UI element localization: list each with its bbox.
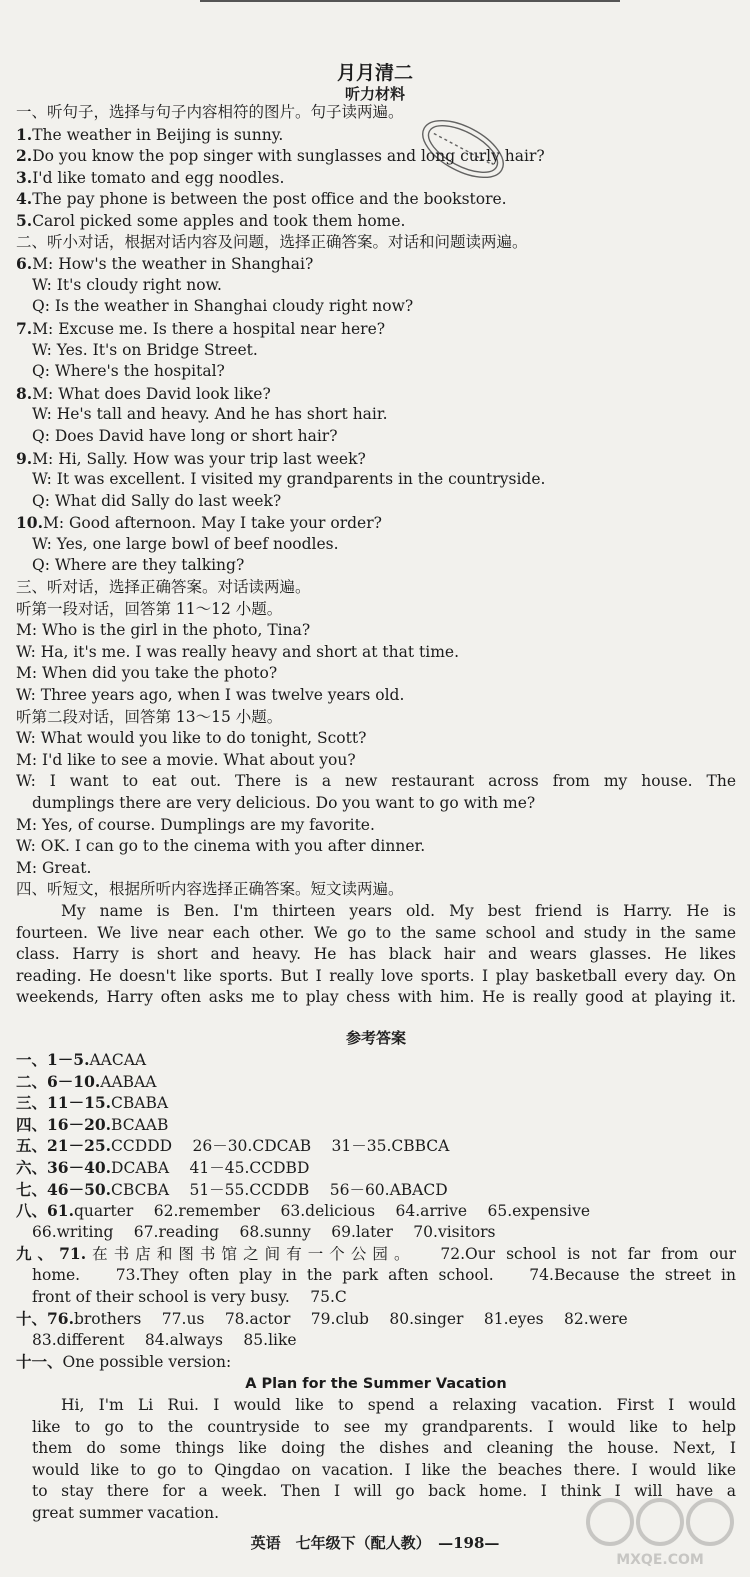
item-number: 三、11－15. bbox=[16, 1093, 112, 1113]
text-line bbox=[16, 512, 736, 534]
line-text: 一、听句子，选择与句子内容相符的图片。句子读两遍。 bbox=[16, 103, 404, 121]
line-text: AABAA bbox=[100, 1072, 157, 1091]
text-line bbox=[16, 707, 736, 729]
answers-header: 参考答案 bbox=[345, 1029, 406, 1047]
watermark-text: MXQE.COM bbox=[616, 1552, 704, 1568]
text-line bbox=[16, 534, 736, 556]
item-number: 十、76. bbox=[16, 1309, 74, 1329]
item-number: 四、16－20. bbox=[16, 1114, 112, 1134]
line-text: to stay there for a week. Then I will go back home. I think I will have a bbox=[32, 1482, 736, 1501]
line-text: fourteen. We live near each other. We go to the same school and study in the same bbox=[16, 923, 736, 942]
text-line bbox=[16, 836, 736, 858]
text-line bbox=[16, 750, 736, 772]
line-text: weekends, Harry often asks me to play chess with him. He is really good at playing it. bbox=[16, 988, 736, 1007]
line-text: class. Harry is short and heavy. He has black hair and wears glasses. He likes bbox=[16, 945, 736, 964]
answer-key bbox=[16, 1027, 736, 1524]
text-line bbox=[16, 1417, 736, 1439]
line-text: 83.different 84.always 85.like bbox=[32, 1330, 297, 1349]
line-text: The weather in Beijing is sunny. bbox=[32, 125, 284, 144]
text-line bbox=[16, 1243, 736, 1265]
line-text: 四、听短文，根据所听内容选择正确答案。短文读两遍。 bbox=[16, 880, 404, 899]
section-subtitle: 听力材料 bbox=[344, 85, 405, 103]
line-text: home. 73.They often play in the park aften school. 74.Because the street in bbox=[32, 1265, 736, 1284]
text-line bbox=[16, 555, 736, 577]
text-line bbox=[16, 145, 736, 167]
line-text: Do you know the pop singer with sunglasses and long curly hair? bbox=[32, 147, 545, 166]
line-text: M: I'd like to see a movie. What about you? bbox=[16, 750, 356, 769]
line-text: M: Who is the girl in the photo, Tina? bbox=[16, 621, 311, 640]
line-text: CCDDD 26－30.CDCAB 31－35.CBBCA bbox=[111, 1137, 450, 1156]
item-number: 七、46－50. bbox=[16, 1179, 112, 1199]
text-line bbox=[16, 1438, 736, 1460]
item-number: 九、71. bbox=[16, 1244, 87, 1264]
text-line bbox=[16, 1157, 736, 1179]
text-line bbox=[16, 858, 736, 880]
line-text: M: Good afternoon. May I take your order? bbox=[42, 514, 382, 533]
text-line bbox=[16, 944, 736, 966]
line-text: My name is Ben. I'm thirteen years old. My best friend is Harry. He is bbox=[61, 901, 736, 920]
text-line bbox=[16, 1071, 736, 1093]
item-number: 1. bbox=[16, 124, 33, 144]
text-line bbox=[16, 1460, 736, 1482]
text-line bbox=[16, 1135, 736, 1157]
text-line bbox=[16, 1330, 736, 1352]
line-text: 66.writing 67.reading 68.sunny 69.later 70.visitors bbox=[32, 1222, 496, 1241]
text-line bbox=[16, 1222, 736, 1244]
line-text: Q: Is the weather in Shanghai cloudy right now? bbox=[32, 297, 414, 316]
text-line bbox=[16, 102, 736, 124]
line-text: reading. He doesn't like sports. But I really love sports. I play basketball every day. On bbox=[16, 966, 736, 985]
text-line bbox=[16, 210, 736, 232]
item-number: 3. bbox=[16, 167, 33, 187]
line-text: M: What does David look like? bbox=[32, 384, 271, 403]
text-line bbox=[16, 361, 736, 383]
line-text: front of their school is very busy. 75.C bbox=[32, 1287, 347, 1306]
item-number: 4. bbox=[16, 189, 33, 209]
page-title: 月月清二 bbox=[336, 62, 413, 84]
item-number: 5. bbox=[16, 210, 33, 230]
line-text: M: When did you take the photo? bbox=[16, 664, 278, 683]
line-text: them do some things like doing the dishes and cleaning the house. Next, I bbox=[32, 1439, 736, 1458]
text-line bbox=[16, 923, 736, 945]
line-text: BCAAB bbox=[111, 1115, 169, 1134]
item-number: 6. bbox=[16, 254, 33, 274]
text-line bbox=[16, 318, 736, 340]
text-line bbox=[16, 987, 736, 1009]
text-line bbox=[16, 253, 736, 275]
listening-material bbox=[16, 102, 736, 1009]
text-line bbox=[16, 793, 736, 815]
text-line bbox=[16, 728, 736, 750]
line-text: W: What would you like to do tonight, Scott? bbox=[16, 729, 367, 748]
text-line bbox=[16, 296, 736, 318]
line-text: W: He's tall and heavy. And he has short hair. bbox=[32, 405, 388, 424]
item-number: 7. bbox=[16, 318, 33, 338]
text-line bbox=[16, 966, 736, 988]
line-text: Q: Does David have long or short hair? bbox=[32, 426, 338, 445]
text-line bbox=[16, 642, 736, 664]
line-text: W: I want to eat out. There is a new restaurant across from my house. The bbox=[16, 772, 736, 791]
line-text: W: Three years ago, when I was twelve years old. bbox=[16, 686, 405, 705]
text-line bbox=[16, 448, 736, 470]
line-text: Q: Where are they talking? bbox=[32, 556, 245, 575]
text-line bbox=[16, 426, 736, 448]
item-number: 8. bbox=[16, 383, 33, 403]
item-number: 五、21－25. bbox=[16, 1136, 112, 1156]
text-line bbox=[16, 404, 736, 426]
line-text: The pay phone is between the post office and the bookstore. bbox=[32, 190, 507, 209]
text-line bbox=[16, 1049, 736, 1071]
line-text: W: Ha, it's me. I was really heavy and short at that time. bbox=[16, 642, 459, 661]
line-text: 二、听小对话，根据对话内容及问题，选择正确答案。对话和问题读两遍。 bbox=[16, 232, 528, 251]
line-text: 在书店和图书馆之间有一个公园。 72.Our school is not far from our bbox=[86, 1245, 736, 1264]
text-line bbox=[16, 1179, 736, 1201]
line-text: M: How's the weather in Shanghai? bbox=[32, 255, 314, 274]
text-line bbox=[16, 469, 736, 491]
text-line bbox=[16, 771, 736, 793]
text-line bbox=[16, 1395, 736, 1417]
item-number: 2. bbox=[16, 146, 33, 166]
line-text: CBABA bbox=[111, 1094, 169, 1113]
text-line bbox=[16, 1351, 736, 1373]
text-line bbox=[16, 599, 736, 621]
line-text: great summer vacation. bbox=[32, 1503, 220, 1522]
text-line bbox=[16, 1308, 736, 1330]
line-text: W: Yes, one large bowl of beef noodles. bbox=[32, 534, 339, 553]
item-number: 10. bbox=[16, 513, 43, 533]
line-text: AACAA bbox=[89, 1051, 147, 1069]
line-text: Hi, I'm Li Rui. I would like to spend a relaxing vacation. First I would bbox=[61, 1395, 736, 1414]
text-line bbox=[16, 1287, 736, 1309]
item-number: 二、6－10. bbox=[16, 1071, 101, 1091]
line-text: One possible version: bbox=[62, 1353, 232, 1372]
line-text: Carol picked some apples and took them home. bbox=[32, 211, 406, 230]
line-text: W: It's cloudy right now. bbox=[32, 275, 222, 294]
text-line bbox=[16, 577, 736, 599]
line-text: W: Yes. It's on Bridge Street. bbox=[32, 340, 258, 359]
text-line bbox=[16, 1114, 736, 1136]
line-text: M: Yes, of course. Dumplings are my favorite. bbox=[16, 815, 375, 834]
essay-title: A Plan for the Summer Vacation bbox=[245, 1375, 507, 1392]
text-line bbox=[16, 663, 736, 685]
text-line bbox=[16, 620, 736, 642]
line-text: Q: What did Sally do last week? bbox=[32, 491, 282, 510]
line-text: dumplings there are very delicious. Do you want to go with me? bbox=[32, 794, 536, 812]
item-number: 六、36－40. bbox=[16, 1157, 112, 1177]
text-line bbox=[16, 167, 736, 189]
text-line bbox=[16, 685, 736, 707]
text-line bbox=[16, 232, 736, 254]
item-number: 9. bbox=[16, 448, 33, 468]
text-line bbox=[16, 1200, 736, 1222]
line-text: M: Hi, Sally. How was your trip last week? bbox=[32, 449, 366, 468]
line-text: Q: Where's the hospital? bbox=[32, 362, 225, 381]
line-text: W: OK. I can go to the cinema with you after dinner. bbox=[16, 837, 426, 856]
top-rule bbox=[200, 0, 620, 2]
line-text: 三、听对话，选择正确答案。对话读两遍。 bbox=[16, 578, 311, 597]
line-text: 听第一段对话，回答第 11～12 小题。 bbox=[16, 599, 283, 618]
line-text: M: Excuse me. Is there a hospital near here? bbox=[32, 319, 386, 338]
item-number: 一、1－5. bbox=[16, 1050, 90, 1069]
text-line bbox=[16, 879, 736, 901]
line-text: DCABA 41－45.CCDBD bbox=[111, 1158, 310, 1177]
item-number: 十一、 bbox=[16, 1352, 63, 1372]
text-line bbox=[16, 383, 736, 405]
line-text: quarter 62.remember 63.delicious 64.arrive 65.expensive bbox=[73, 1202, 590, 1221]
text-line bbox=[16, 815, 736, 837]
watermark-logo bbox=[580, 1490, 740, 1570]
line-text: I'd like tomato and egg noodles. bbox=[32, 168, 285, 187]
page-footer: 英语 七年级下（配人教） —198— bbox=[250, 1534, 500, 1552]
line-text: M: Great. bbox=[16, 858, 92, 877]
line-text: 听第二段对话，回答第 13～15 小题。 bbox=[16, 707, 283, 726]
text-line bbox=[16, 340, 736, 362]
line-text: W: It was excellent. I visited my grandparents in the countryside. bbox=[32, 470, 546, 489]
line-text: CBCBA 51－55.CCDDB 56－60.ABACD bbox=[111, 1180, 448, 1199]
answer-lines bbox=[16, 1049, 736, 1373]
line-text: like to go to the countryside to see my grandparents. I would like to help bbox=[32, 1417, 736, 1436]
text-line bbox=[16, 124, 736, 146]
line-text: would like to go to Qingdao on vacation. I like the beaches there. I would like bbox=[32, 1460, 736, 1479]
line-text: brothers 77.us 78.actor 79.club 80.singer 81.eyes 82.were bbox=[73, 1310, 628, 1329]
item-number: 八、61. bbox=[16, 1201, 74, 1221]
text-line bbox=[16, 901, 736, 923]
text-line bbox=[16, 1092, 736, 1114]
text-line bbox=[16, 1265, 736, 1287]
text-line bbox=[16, 275, 736, 297]
text-line bbox=[16, 188, 736, 210]
text-line bbox=[16, 491, 736, 513]
